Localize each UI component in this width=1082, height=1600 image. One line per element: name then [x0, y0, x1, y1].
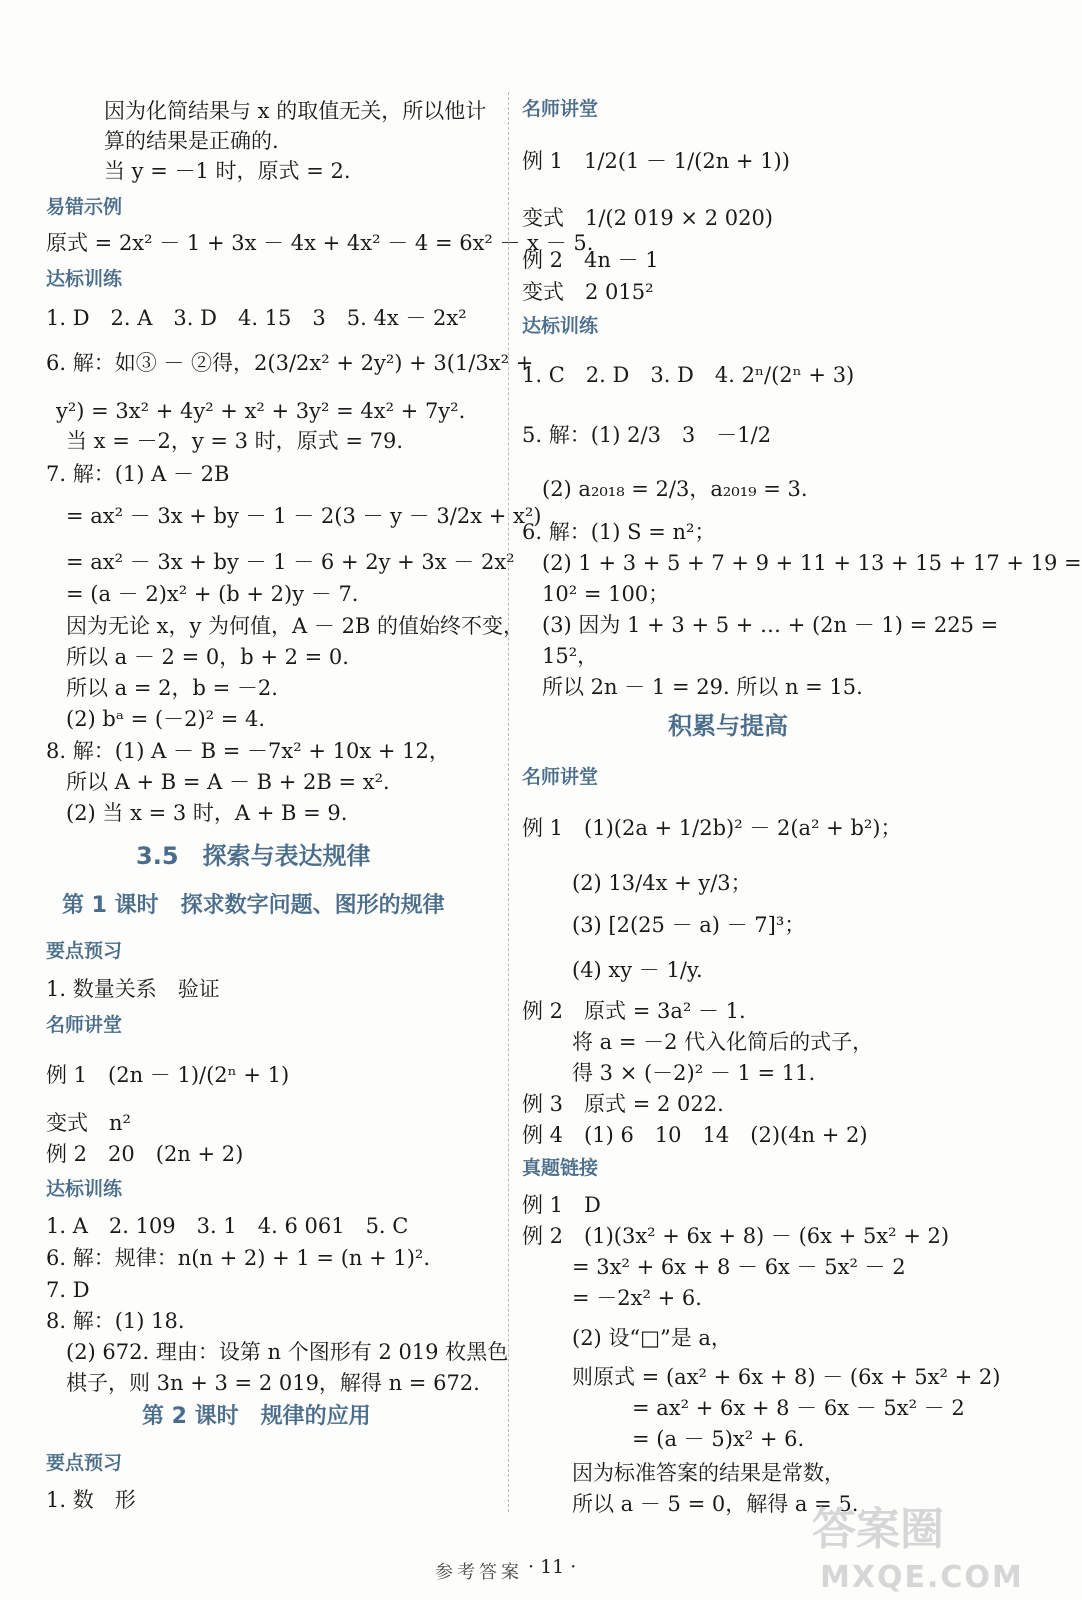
- text-line: 1. 数 形: [46, 1488, 136, 1512]
- text-line: 所以 2n － 1 = 29. 所以 n = 15.: [542, 675, 863, 699]
- text-line: (2) 13/4x + y/3；: [572, 871, 752, 895]
- text-line: 棋子，则 3n + 3 = 2 019，解得 n = 672.: [66, 1371, 480, 1395]
- text-line: 例 2 20 (2n + 2): [46, 1142, 244, 1166]
- section-heading: 第 2 课时 规律的应用: [142, 1404, 371, 1429]
- text-line: 当 y = －1 时，原式 = 2.: [104, 159, 351, 183]
- text-line: 因为无论 x，y 为何值，A － 2B 的值始终不变，: [66, 614, 525, 638]
- text-line: 例 1 (2n － 1)/(2ⁿ + 1): [46, 1063, 290, 1087]
- watermark-url: MXQE.COM: [820, 1560, 1024, 1595]
- text-line: (2) 设“□”是 a，: [572, 1326, 732, 1350]
- text-line: 6. 解：规律：n(n + 2) + 1 = (n + 1)².: [46, 1246, 431, 1270]
- section-heading: 3.5 探索与表达规律: [136, 842, 371, 870]
- section-heading: 积累与提高: [668, 712, 788, 740]
- text-line: 将 a = －2 代入化简后的式子，: [572, 1030, 874, 1054]
- text-line: 例 2 (1)(3x² + 6x + 8) － (6x + 5x² + 2): [522, 1224, 950, 1248]
- section-heading: 要点预习: [46, 1452, 123, 1474]
- text-line: 当 x = －2，y = 3 时，原式 = 79.: [66, 429, 404, 453]
- text-line: 得 3 × (－2)² － 1 = 11.: [572, 1061, 816, 1085]
- section-heading: 名师讲堂: [522, 98, 599, 120]
- text-line: 例 1 D: [522, 1193, 601, 1217]
- text-line: 1. D 2. A 3. D 4. 15 3 5. 4x － 2x²: [46, 306, 467, 330]
- text-line: 6. 解：如③ － ②得，2(3/2x² + 2y²) + 3(1/3x² +: [46, 351, 534, 375]
- text-line: 15²，: [542, 644, 599, 668]
- text-line: = ax² － 3x + by － 1 － 2(3 － y － 3/2x + x²): [66, 504, 542, 528]
- text-line: y²) = 3x² + 4y² + x² + 3y² = 4x² + 7y².: [56, 399, 466, 423]
- section-heading: 名师讲堂: [46, 1014, 123, 1036]
- footer-label: 参考答案: [435, 1562, 523, 1583]
- text-line: 7. D: [46, 1278, 90, 1302]
- text-line: (3) 因为 1 + 3 + 5 + … + (2n － 1) = 225 =: [542, 613, 999, 637]
- text-line: 算的结果是正确的.: [104, 129, 279, 153]
- text-line: 因为标准答案的结果是常数，: [572, 1461, 845, 1485]
- text-line: 1. 数量关系 验证: [46, 977, 220, 1001]
- text-line: (4) xy － 1/y.: [572, 958, 703, 982]
- text-line: = ax² + 6x + 8 － 6x － 5x² － 2: [632, 1396, 965, 1420]
- text-line: 变式 2 015²: [522, 280, 654, 304]
- text-line: 例 2 原式 = 3a² － 1.: [522, 999, 746, 1023]
- section-heading: 达标训练: [46, 268, 123, 290]
- text-line: 8. 解：(1) 18.: [46, 1309, 185, 1333]
- text-line: (2) 672. 理由：设第 n 个图形有 2 019 枚黑色: [66, 1340, 509, 1364]
- text-line: 变式 1/(2 019 × 2 020): [522, 206, 774, 230]
- section-heading: 达标训练: [522, 315, 599, 337]
- text-line: 例 4 (1) 6 10 14 (2)(4n + 2): [522, 1123, 868, 1147]
- text-line: 所以 a － 5 = 0，解得 a = 5.: [572, 1492, 859, 1516]
- text-line: 例 2 4n － 1: [522, 248, 659, 272]
- section-heading: 达标训练: [46, 1178, 123, 1200]
- text-line: = (a － 2)x² + (b + 2)y － 7.: [66, 582, 359, 606]
- section-heading: 第 1 课时 探求数字问题、图形的规律: [62, 893, 445, 918]
- column-divider: [508, 92, 509, 1512]
- text-line: 所以 a = 2，b = －2.: [66, 676, 278, 700]
- text-line: 6. 解：(1) S = n²；: [522, 520, 716, 544]
- section-heading: 真题链接: [522, 1157, 599, 1179]
- text-line: (2) 当 x = 3 时，A + B = 9.: [66, 801, 348, 825]
- section-heading: 要点预习: [46, 940, 123, 962]
- page-number: · 11 ·: [528, 1556, 577, 1578]
- text-line: = 3x² + 6x + 8 － 6x － 5x² － 2: [572, 1255, 906, 1279]
- text-line: (2) bᵃ = (－2)² = 4.: [66, 707, 266, 731]
- text-line: (3) [2(25 － a) － 7]³；: [572, 913, 806, 937]
- text-line: 例 3 原式 = 2 022.: [522, 1092, 724, 1116]
- text-line: 原式 = 2x² － 1 + 3x － 4x + 4x² － 4 = 6x² － x － 5.: [46, 231, 594, 255]
- text-line: 10² = 100；: [542, 582, 670, 606]
- text-line: 1. A 2. 109 3. 1 4. 6 061 5. C: [46, 1214, 409, 1238]
- text-line: 5. 解：(1) 2/3 3 －1/2: [522, 423, 772, 447]
- text-line: 7. 解：(1) A － 2B: [46, 462, 230, 486]
- text-line: 1. C 2. D 3. D 4. 2ⁿ/(2ⁿ + 3): [522, 363, 855, 387]
- text-line: 所以 a － 2 = 0，b + 2 = 0.: [66, 645, 349, 669]
- watermark-logo: 答案圈: [812, 1504, 944, 1555]
- text-line: 变式 n²: [46, 1111, 131, 1135]
- text-line: 例 1 1/2(1 － 1/(2n + 1)): [522, 149, 790, 173]
- section-heading: 名师讲堂: [522, 766, 599, 788]
- text-line: = －2x² + 6.: [572, 1286, 702, 1310]
- text-line: (2) 1 + 3 + 5 + 7 + 9 + 11 + 13 + 15 + 17 + 19 =: [542, 551, 1082, 575]
- text-line: (2) a₂₀₁₈ = 2/3，a₂₀₁₉ = 3.: [542, 477, 808, 501]
- text-line: 8. 解：(1) A － B = －7x² + 10x + 12，: [46, 739, 450, 763]
- section-heading: 易错示例: [46, 196, 123, 218]
- text-line: = ax² － 3x + by － 1 － 6 + 2y + 3x － 2x²: [66, 550, 515, 574]
- text-line: 因为化简结果与 x 的取值无关，所以他计: [104, 99, 487, 123]
- text-line: 所以 A + B = A － B + 2B = x².: [66, 770, 390, 794]
- text-line: 则原式 = (ax² + 6x + 8) － (6x + 5x² + 2): [572, 1365, 1001, 1389]
- text-line: 例 1 (1)(2a + 1/2b)² － 2(a² + b²)；: [522, 816, 902, 840]
- text-line: = (a － 5)x² + 6.: [632, 1427, 805, 1451]
